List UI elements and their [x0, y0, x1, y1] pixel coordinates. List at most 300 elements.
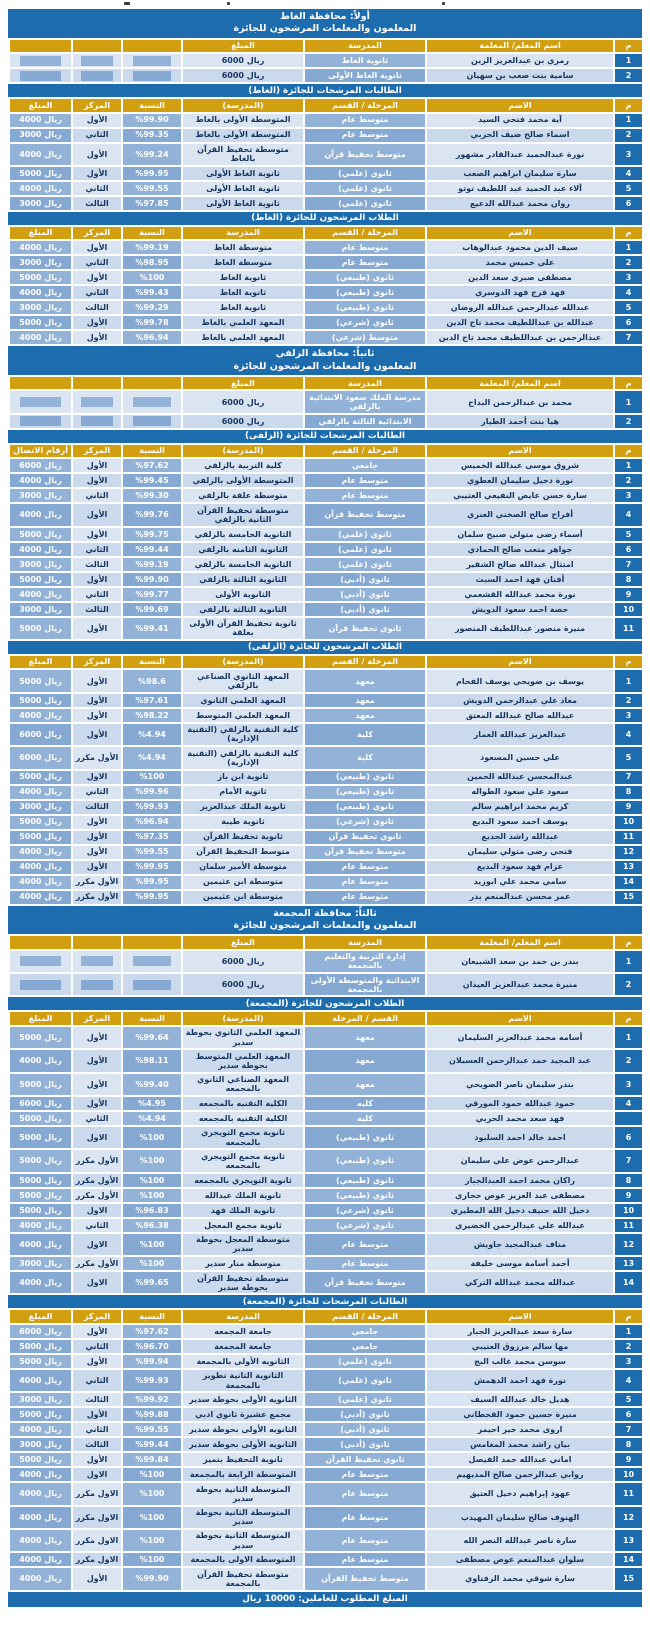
rank-cell: الأول [73, 846, 121, 859]
percentage-cell: %99.30 [123, 489, 181, 502]
school-cell: جامعة المجمعة [183, 1340, 303, 1353]
subsection-title: الطالبات المرشحات للجائزة (الغاط) [8, 84, 642, 97]
school-cell: ثانوية طيبة [183, 816, 303, 829]
school-cell: المعهد العلمي بالغاط [183, 316, 303, 329]
students-table [8, 1310, 642, 1589]
rank-cell: الأول مكرر [73, 1150, 121, 1171]
name-cell: يوسف بن ضويحي يوسف الفحام [427, 670, 613, 691]
name-cell: مناف عبدالمجيد جاويش [427, 1234, 613, 1255]
amount-cell: 6000 ريال [10, 1325, 71, 1338]
percentage-cell: %99.77 [123, 588, 181, 601]
rank-cell: الأول [73, 1097, 121, 1110]
row-number-cell: 4 [615, 1370, 642, 1391]
school-cell: متوسطة تحفيظ القرآن بحوطة سدير [183, 1272, 303, 1293]
name-cell: منيرة منصور عبداللطيف المنصور [427, 618, 613, 639]
percentage-cell: %96.38 [123, 1219, 181, 1232]
name-cell: احمد خالد احمد السلبود [427, 1127, 613, 1148]
amount-cell: 5000 ريال [10, 618, 71, 639]
rank-cell: الأول [73, 1074, 121, 1095]
section-title [8, 906, 642, 935]
school-cell: ثانوية الغاط الأولى [183, 167, 303, 180]
name-cell: مها سالم مرزوق العتيبي [427, 1340, 613, 1353]
school-cell: مجمع عشيرة ثانوي ادبي [183, 1408, 303, 1421]
amount-cell: 4000 ريال [10, 1234, 71, 1255]
row-number-cell: 10 [615, 603, 642, 616]
students-table [8, 1012, 642, 1293]
col-header-amount: المبلغ [10, 1310, 71, 1322]
percentage-cell: %4.95 [123, 1097, 181, 1110]
amount-cell: 6000 ريال [10, 459, 71, 472]
col-header-empty [123, 377, 181, 389]
rank-cell: الثالث [73, 1438, 121, 1451]
stage-cell: ثانوي (طبيعي) [305, 301, 425, 314]
rank-cell: الأول [73, 1355, 121, 1368]
amount-cell: 5000 ريال [10, 771, 71, 784]
row-number-cell: 3 [615, 1355, 642, 1368]
school-cell: ثانوية الغاط [183, 301, 303, 314]
name-cell: اماني عبدالله حمد الفيصل [427, 1453, 613, 1466]
amount-cell: 3000 ريال [10, 489, 71, 502]
col-header-num: م [615, 656, 642, 668]
row-number-cell: 1 [615, 114, 642, 127]
col-header-rank: المركز [73, 227, 121, 239]
amount-cell: 4000 ريال [10, 786, 71, 799]
name-cell: حمود عبدالله حمود المورقي [427, 1097, 613, 1110]
stage-cell: ثانوي (شرعي) [305, 316, 425, 329]
rank-cell: الاول [73, 1234, 121, 1255]
amount-cell: 3000 ريال [10, 1438, 71, 1451]
school-cell: كلية التقنية بالزلفي (التقنية الإدارية) [183, 747, 303, 768]
name-cell: منيرة حسين حمود القحطاني [427, 1408, 613, 1421]
empty-cell [10, 974, 71, 995]
empty-cell-fill [20, 56, 61, 66]
row-number-cell: 1 [615, 54, 642, 67]
amount-cell: 6000 ريال [183, 54, 303, 67]
row-number-cell: 11 [615, 618, 642, 639]
row-number-cell: 8 [615, 573, 642, 586]
col-header-num: م [615, 99, 642, 111]
rank-cell: الأول [73, 709, 121, 722]
amount-cell: 5000 ريال [10, 1127, 71, 1148]
name-cell: سارة شوقي محمد الزفتاوي [427, 1568, 613, 1589]
empty-cell [123, 391, 181, 412]
rank-cell: الأول [73, 831, 121, 844]
col-header-num: م [615, 40, 642, 52]
percentage-cell: %99.84 [123, 1453, 181, 1466]
clipped-text-fragments [0, 0, 650, 6]
school-cell: المعهد الصناعي الثانوي بالمجمعه [183, 1074, 303, 1095]
name-cell: كريم محمد ابراهيم سالم [427, 801, 613, 814]
empty-cell-fill [20, 71, 61, 81]
empty-cell-fill [20, 980, 61, 990]
percentage-cell: %99.44 [123, 1438, 181, 1451]
row-number-cell: 4 [615, 167, 642, 180]
col-header-percentage: النسبة [123, 445, 181, 457]
name-cell: بندر سليمان ناصر الضويحي [427, 1074, 613, 1095]
amount-cell: 4000 ريال [10, 241, 71, 254]
empty-cell [10, 69, 71, 82]
row-number-cell: 7 [615, 558, 642, 571]
rank-cell: الاول [73, 1468, 121, 1481]
rank-cell: الثاني [73, 182, 121, 195]
row-number-cell: 9 [615, 1189, 642, 1202]
amount-cell: 4000 ريال [10, 861, 71, 874]
name-cell: عبدالله علي عبدالرحمن الخضيري [427, 1219, 613, 1232]
stage-cell: معهد [305, 709, 425, 722]
name-cell: عبدالله عبدالرحمن عبدالله الروضان [427, 301, 613, 314]
amount-cell: 5000 ريال [10, 167, 71, 180]
school-cell: ثانوية الملك فهد [183, 1204, 303, 1217]
row-number-cell: 9 [615, 588, 642, 601]
rank-cell: الأول [73, 144, 121, 165]
percentage-cell: %100 [123, 1468, 181, 1481]
col-header-name: الاسم [427, 227, 613, 239]
amount-cell: 3000 ريال [10, 801, 71, 814]
col-header-empty [123, 40, 181, 52]
amount-cell: 4000 ريال [10, 1568, 71, 1589]
row-number-cell: 8 [615, 1174, 642, 1187]
col-header-stage: المرحلة / القسم [305, 227, 425, 239]
stage-cell: ثانوي (أدبي) [305, 573, 425, 586]
stage-cell: ثانوي (علمي) [305, 1393, 425, 1406]
col-header-stage: القسم / المرحلة [305, 1012, 425, 1024]
amount-cell: 4000 ريال [10, 182, 71, 195]
school-cell: المتوسطة الرابعة بالمجمعة [183, 1468, 303, 1481]
percentage-cell: %99.43 [123, 286, 181, 299]
name-cell: أسامه محمد عبدالعزيز السليمان [427, 1027, 613, 1048]
row-number-cell: 15 [615, 891, 642, 904]
row-number-cell: 3 [615, 271, 642, 284]
rank-cell: الثالث [73, 301, 121, 314]
school-cell: ثانوية مجمع التويجري بالمجمعه [183, 1150, 303, 1171]
teacher-name-cell: بندر بن حمد بن سعد الشبيعان [427, 951, 613, 972]
col-header-percentage: النسبة [123, 227, 181, 239]
school-cell: الكلية التقنيه بالمجمعه [183, 1112, 303, 1125]
rank-cell: الأول [73, 618, 121, 639]
col-header-school: المدرسة [305, 377, 425, 389]
school-cell: الثانوية الأولى [183, 588, 303, 601]
school-cell: متوسطة ابن عثيمين [183, 876, 303, 889]
percentage-cell: %100 [123, 1234, 181, 1255]
percentage-cell: %99.78 [123, 316, 181, 329]
rank-cell: الاول مكرر [73, 1483, 121, 1504]
school-cell: ثانوية تحفيظ القرآن [183, 831, 303, 844]
rank-cell: الأول [73, 459, 121, 472]
row-number-cell: 1 [615, 670, 642, 691]
empty-cell [10, 415, 71, 428]
school-cell: الثانوية الثالثة بالزلفي [183, 603, 303, 616]
percentage-cell: %99.65 [123, 1272, 181, 1293]
col-header-num: م [615, 227, 642, 239]
row-number-cell: 10 [615, 1468, 642, 1481]
stage-cell: ثانوي (علمي) [305, 1355, 425, 1368]
school-cell: ثانوية الغاط [305, 54, 425, 67]
empty-cell-fill [81, 416, 113, 426]
school-cell: ثانوية الأمام [183, 786, 303, 799]
name-cell: امتثال عبدالله صالح الشقير [427, 558, 613, 571]
school-cell: متوسطة تحفيظ القرآن بالغاط [183, 144, 303, 165]
amount-cell: 4000 ريال [10, 144, 71, 165]
amount-cell: 5000 ريال [10, 670, 71, 691]
percentage-cell: %99.44 [123, 543, 181, 556]
amount-cell: 5000 ريال [10, 831, 71, 844]
school-cell: ثانوية الغاط الأولى [183, 197, 303, 210]
percentage-cell: %98.95 [123, 256, 181, 269]
rank-cell: الأول مكرر [73, 747, 121, 768]
rank-cell: الأول [73, 1568, 121, 1589]
amount-cell: 3000 ريال [10, 301, 71, 314]
percentage-cell: %99.55 [123, 846, 181, 859]
stage-cell: معهد [305, 694, 425, 707]
stage-cell: ثانوي (طبيعي) [305, 1189, 425, 1202]
empty-cell-fill [133, 71, 172, 81]
percentage-cell: %100 [123, 1257, 181, 1270]
col-header-percentage: النسبة [123, 1012, 181, 1024]
amount-cell: 5000 ريال [10, 1408, 71, 1421]
stage-cell: ثانوي (طبيعي) [305, 1174, 425, 1187]
amount-cell: 5000 ريال [10, 1027, 71, 1048]
rank-cell: الأول [73, 694, 121, 707]
empty-cell [10, 951, 71, 972]
rank-cell: الأول [73, 114, 121, 127]
name-cell: عبدالله صالح عبدالله المعتق [427, 709, 613, 722]
percentage-cell: %99.93 [123, 1370, 181, 1391]
empty-cell-fill [81, 71, 113, 81]
empty-cell [73, 391, 121, 412]
row-number-cell: 14 [615, 1553, 642, 1566]
name-cell: الهنوف صالح سليمان المهيدب [427, 1507, 613, 1528]
school-cell: متوسطة منار سدير [183, 1257, 303, 1270]
name-cell: عزام فهد سعود البديع [427, 861, 613, 874]
row-number-cell: 2 [615, 256, 642, 269]
row-number-cell: 7 [615, 331, 642, 344]
name-cell: أسماء رضى متولي صبيح سلمان [427, 528, 613, 541]
name-cell: نورة محمد عبدالله القشعمي [427, 588, 613, 601]
name-cell: مصطفى صبري سعد الدين [427, 271, 613, 284]
name-cell: حصة احمد سعود الدويش [427, 603, 613, 616]
percentage-cell: %99.94 [123, 1355, 181, 1368]
percentage-cell: %96.70 [123, 1340, 181, 1353]
name-cell: شروق موسى عبدالله الخميس [427, 459, 613, 472]
name-cell: اسماء صالح ضيف الحربي [427, 129, 613, 142]
percentage-cell: %99.90 [123, 573, 181, 586]
amount-cell: 4000 ريال [10, 543, 71, 556]
percentage-cell: %100 [123, 771, 181, 784]
section-title-line2: المعلمون والمعلمات المرشحون للجائزة [233, 23, 417, 35]
row-number-cell: 6 [615, 316, 642, 329]
amount-cell: 4000 ريال [10, 891, 71, 904]
school-cell: ثانوية مجمع التويجري بالمجمعه [183, 1127, 303, 1148]
name-cell: عبدالله بن عبداللطيف محمد تاج الدين [427, 316, 613, 329]
percentage-cell: %97.85 [123, 197, 181, 210]
rank-cell: الثالث [73, 197, 121, 210]
amount-cell: 3000 ريال [10, 558, 71, 571]
name-cell: نورة دخيل سليمان العطوي [427, 474, 613, 487]
name-cell: سيف الدين محمود عبدالوهاب [427, 241, 613, 254]
col-header-percentage: النسبة [123, 99, 181, 111]
stage-cell: معهد [305, 1074, 425, 1095]
school-cell: الثانويه الأولى بحوطة سدير [183, 1393, 303, 1406]
amount-cell: 5000 ريال [10, 1189, 71, 1202]
stage-cell: ثانوي (علمي) [305, 543, 425, 556]
name-cell: عبدالعزيز عبدالله العمار [427, 724, 613, 745]
row-number-cell: 6 [615, 543, 642, 556]
subsection-title: الطلاب المرشحون للجائزة (الزلفى) [8, 641, 642, 654]
col-header-empty [10, 40, 71, 52]
stage-cell: متوسط تحفيظ قرآن [305, 504, 425, 525]
amount-cell: 5000 ريال [10, 1112, 71, 1125]
rank-cell: الثالث [73, 1393, 121, 1406]
row-number-cell: 5 [615, 1393, 642, 1406]
col-header-name: الاسم [427, 1012, 613, 1024]
row-number-cell: 1 [615, 1027, 642, 1048]
name-cell: سلوان عبدالمنعم عوض مصطفى [427, 1553, 613, 1566]
row-number-cell: 13 [615, 1530, 642, 1551]
row-number-cell: 12 [615, 1234, 642, 1255]
percentage-cell: %97.61 [123, 694, 181, 707]
col-header-teacher-name: اسم المعلم/ المعلمة [427, 377, 613, 389]
row-number-cell: 9 [615, 1453, 642, 1466]
row-number-cell: 6 [615, 197, 642, 210]
rank-cell: الأول مكرر [73, 876, 121, 889]
row-number-cell: 2 [615, 415, 642, 428]
stage-cell: ثانوي (طبيعي) [305, 286, 425, 299]
stage-cell: كليه [305, 1112, 425, 1125]
percentage-cell: %100 [123, 1553, 181, 1566]
empty-cell [73, 54, 121, 67]
col-header-stage: المرحلة / القسم [305, 656, 425, 668]
rank-cell: الثاني [73, 1340, 121, 1353]
school-cell: متوسطة الأمير سلمان [183, 861, 303, 874]
name-cell: أفنان فهد احمد السبت [427, 573, 613, 586]
name-cell: فهد سعد محمد الحربي [427, 1112, 613, 1125]
col-header-stage: المرحلة / القسم [305, 99, 425, 111]
stage-cell: ثانوي (طبيعي) [305, 1127, 425, 1148]
col-header-school: المدرسة [305, 40, 425, 52]
amount-cell: 4000 ريال [10, 1272, 71, 1293]
footer-total-bar: المبلغ المطلوب للعاملين: 10000 ريال [8, 1592, 642, 1607]
rank-cell: الثاني [73, 786, 121, 799]
row-number-cell: 8 [615, 1438, 642, 1451]
empty-cell [73, 69, 121, 82]
stage-cell: جامعي [305, 1340, 425, 1353]
percentage-cell: %99.19 [123, 241, 181, 254]
empty-cell [123, 951, 181, 972]
section-title-line1: ثانياً: محافظة الزلفي [275, 348, 375, 360]
col-header-name: الاسم [427, 99, 613, 111]
empty-cell [73, 974, 121, 995]
percentage-cell: %99.35 [123, 129, 181, 142]
percentage-cell: %100 [123, 1174, 181, 1187]
col-header-school: (المدرسة) [183, 99, 303, 111]
empty-cell [123, 415, 181, 428]
amount-cell: 5000 ريال [10, 1204, 71, 1217]
stage-cell: متوسط تحفيظ قرآن [305, 144, 425, 165]
amount-cell: 6000 ريال [183, 415, 303, 428]
teachers-table [8, 936, 642, 995]
amount-cell: 5000 ريال [10, 1453, 71, 1466]
percentage-cell: %99.93 [123, 801, 181, 814]
name-cell: راكان محمد احمد العبدالجبار [427, 1174, 613, 1187]
school-cell: إدارة التربية والتعليم بالمجمعة [305, 951, 425, 972]
students-table [8, 99, 642, 210]
stage-cell: متوسط عام [305, 474, 425, 487]
stage-cell: ثانوي (أدبي) [305, 1438, 425, 1451]
name-cell: نورة عبدالحميد عبدالقادر مشهور [427, 144, 613, 165]
percentage-cell: %97.62 [123, 459, 181, 472]
students-table [8, 445, 642, 639]
school-cell: متوسطة تحفيظ القرآن الثانية بالزلفي [183, 504, 303, 525]
row-number-cell: 1 [615, 241, 642, 254]
col-header-name: الاسم [427, 1310, 613, 1322]
col-header-num: م [615, 936, 642, 948]
empty-cell-fill [20, 956, 61, 966]
stage-cell: جامعي [305, 459, 425, 472]
name-cell: روابي عبدالرحمن صالح المديهيم [427, 1468, 613, 1481]
section-title-line1: أولاً: محافظة الغاط [280, 11, 370, 22]
amount-cell: 6000 ريال [183, 69, 303, 82]
school-cell: ثانوية الغاط الأولى [183, 182, 303, 195]
school-cell: المعهد الثانوي الصناعي بالزلفي [183, 670, 303, 691]
rank-cell: الثالث [73, 801, 121, 814]
document-body [8, 9, 642, 1590]
stage-cell: متوسط عام [305, 1507, 425, 1528]
row-number-cell: 5 [615, 528, 642, 541]
stage-cell: ثانوي (شرعي) [305, 1204, 425, 1217]
stage-cell: متوسط عام [305, 861, 425, 874]
amount-cell: 3000 ريال [10, 197, 71, 210]
rank-cell: الأول [73, 724, 121, 745]
percentage-cell: %100 [123, 1150, 181, 1171]
empty-cell-fill [20, 397, 61, 407]
rank-cell: الثالث [73, 603, 121, 616]
stage-cell: ثانوي (أدبي) [305, 588, 425, 601]
rank-cell: الأول مكرر [73, 1257, 121, 1270]
stage-cell: ثانوي تحفيظ القرآن [305, 1453, 425, 1466]
stage-cell: ثانوي (علمي) [305, 1370, 425, 1391]
stage-cell: متوسط عام [305, 876, 425, 889]
row-number-cell: 1 [615, 459, 642, 472]
school-cell: ثانوية مجمع المعجل [183, 1219, 303, 1232]
percentage-cell: %100 [123, 1530, 181, 1551]
stage-cell: ثانوي (علمي) [305, 558, 425, 571]
empty-cell-fill [133, 416, 172, 426]
col-header-school: (المدرسة) [183, 445, 303, 457]
amount-cell: 5000 ريال [10, 528, 71, 541]
amount-cell: 5000 ريال [10, 1340, 71, 1353]
stage-cell: ثانوي تحفيظ قرآن [305, 618, 425, 639]
stage-cell: ثانوي (طبيعي) [305, 786, 425, 799]
name-cell: آلاء عبد الحميد عبد اللطيف توتو [427, 182, 613, 195]
school-cell: ثانوية الغاط الأولى [305, 69, 425, 82]
amount-cell: 5000 ريال [10, 1355, 71, 1368]
col-header-name: الاسم [427, 445, 613, 457]
amount-cell: 6000 ريال [183, 974, 303, 995]
school-cell: ثانوية التويجري بالمجمعه [183, 1174, 303, 1187]
school-cell: كلية التربية بالزلفي [183, 459, 303, 472]
stage-cell: متوسط تحفيظ القرآن [305, 1568, 425, 1589]
stage-cell: متوسط عام [305, 891, 425, 904]
stage-cell: متوسط عام [305, 489, 425, 502]
subsection-title: الطلاب المرشحون للجائزة (المجمعة) [8, 997, 642, 1010]
rank-cell: الأول [73, 816, 121, 829]
name-cell: بيان راشد محمد المغامس [427, 1438, 613, 1451]
name-cell: اروى محمد خير احيمر [427, 1423, 613, 1436]
percentage-cell: %100 [123, 1189, 181, 1202]
stage-cell: ثانوي (أدبي) [305, 1423, 425, 1436]
percentage-cell: %98.6 [123, 670, 181, 691]
percentage-cell: %99.24 [123, 144, 181, 165]
